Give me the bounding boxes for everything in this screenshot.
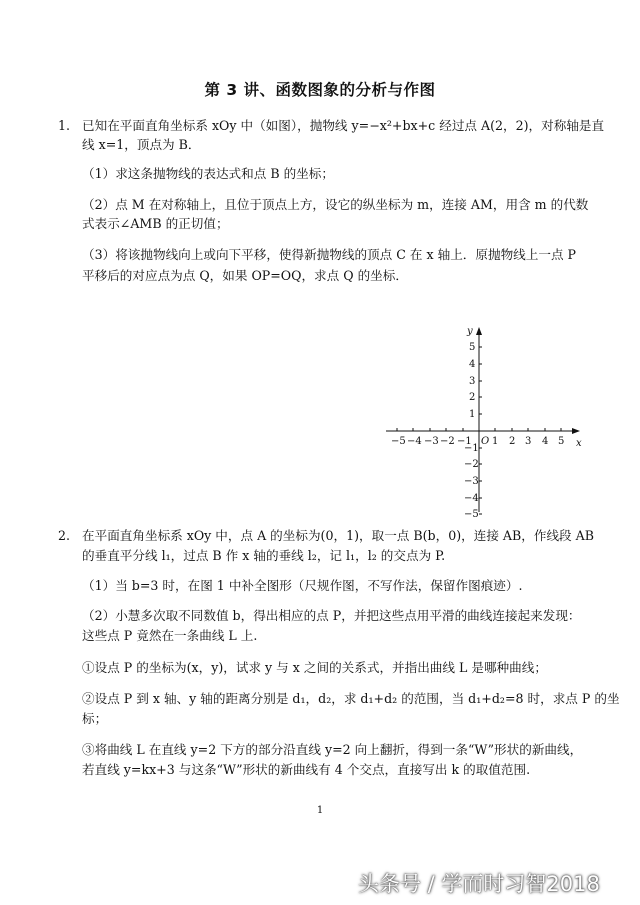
x-axis-label: x (576, 438, 582, 449)
x-tick-label: −2 (440, 436, 455, 447)
y-tick-label: −4 (464, 493, 479, 504)
y-tick-label: 4 (469, 359, 476, 370)
x-tick-label: −3 (424, 436, 439, 447)
x-tick-label: 3 (525, 436, 532, 447)
q1-line-1: 已知在平面直角坐标系 xOy 中（如图），抛物线 y=−x²+bx+c 经过点 A(2，2)，对称轴是直 (82, 118, 605, 133)
x-tick-label: 1 (492, 436, 499, 447)
y-tick-label: −1 (464, 443, 479, 454)
x-tick-label: 5 (558, 436, 565, 447)
q2-line-7: ②设点 P 到 x 轴、y 轴的距离分别是 d₁，d₂，求 d₁+d₂ 的范围，当 d₁+d₂=8 时，求点 P 的坐 (82, 691, 620, 706)
x-tick-label: 2 (509, 436, 516, 447)
q2-line-4: （2）小慧多次取不同数值 b，得出相应的点 P，并把这些点用平滑的曲线连接起来发现： (82, 608, 581, 623)
q2-line-5: 这些点 P 竟然在一条曲线 L 上. (82, 628, 258, 643)
q1-line-6: （3）将该抛物线向上或向下平移，使得新抛物线的顶点 C 在 x 轴上．原抛物线上一点 P (82, 247, 577, 262)
coordinate-grid (380, 320, 590, 520)
q1-line-2: 线 x=1，顶点为 B． (82, 137, 201, 152)
q2-line-2: 的垂直平分线 l₁，过点 B 作 x 轴的垂线 l₂，记 l₁，l₂ 的交点为 P. (82, 548, 446, 563)
y-tick-label: 5 (469, 342, 476, 353)
q1-line-3: （1）求这条抛物线的表达式和点 B 的坐标； (82, 166, 334, 181)
q2-line-8: 标； (82, 711, 108, 726)
x-tick-label: −5 (391, 436, 406, 447)
page-title: 第 3 讲、函数图象的分析与作图 (204, 81, 436, 99)
y-tick-label: 3 (469, 376, 476, 387)
x-axis-arrow-icon (572, 428, 580, 434)
x-tick-label: −1 (457, 436, 472, 447)
q2-line-3: （1）当 b=3 时，在图 1 中补全图形（尺规作图，不写作法，保留作图痕迹）. (82, 578, 523, 593)
q2-line-1: 在平面直角坐标系 xOy 中，点 A 的坐标为(0，1)，取一点 B(b，0)，连接 AB，作线段 AB (82, 528, 594, 543)
y-tick-label: −3 (464, 476, 479, 487)
origin-label: O (481, 436, 490, 447)
y-tick-label: −5 (464, 509, 479, 520)
page-number: 1 (316, 805, 324, 816)
q2-line-10: 若直线 y=kx+3 与这条“W”形状的新曲线有 4 个交点，直接写出 k 的取值范围. (82, 762, 531, 777)
q1-line-4: （2）点 M 在对称轴上，且位于顶点上方，设它的纵坐标为 m，连接 AM，用含 m 的代数 (82, 197, 589, 212)
q1-line-7: 平移后的对应点为点 Q，如果 OP=OQ，求点 Q 的坐标． (82, 268, 408, 283)
y-tick-label: −2 (464, 459, 479, 470)
q2-line-9: ③将曲线 L 在直线 y=2 下方的部分沿直线 y=2 向上翻折，得到一条“W”形状的新曲线， (82, 742, 583, 757)
q2-line-6: ①设点 P 的坐标为(x，y)，试求 y 与 x 之间的关系式，并指出曲线 L 是哪种曲线； (82, 660, 547, 675)
y-tick-label: 2 (469, 392, 476, 403)
question-1-number: 1. (58, 118, 71, 133)
x-tick-label: −4 (407, 436, 422, 447)
q1-line-5: 式表示∠AMB 的正切值； (82, 216, 229, 231)
question-2-number: 2. (58, 528, 71, 543)
watermark: 头条号 / 学而时习智2018 (358, 872, 600, 896)
y-axis-arrow-icon (476, 327, 482, 335)
y-tick-label: 1 (469, 409, 476, 420)
x-tick-label: 4 (542, 436, 549, 447)
y-axis-label: y (467, 326, 473, 337)
